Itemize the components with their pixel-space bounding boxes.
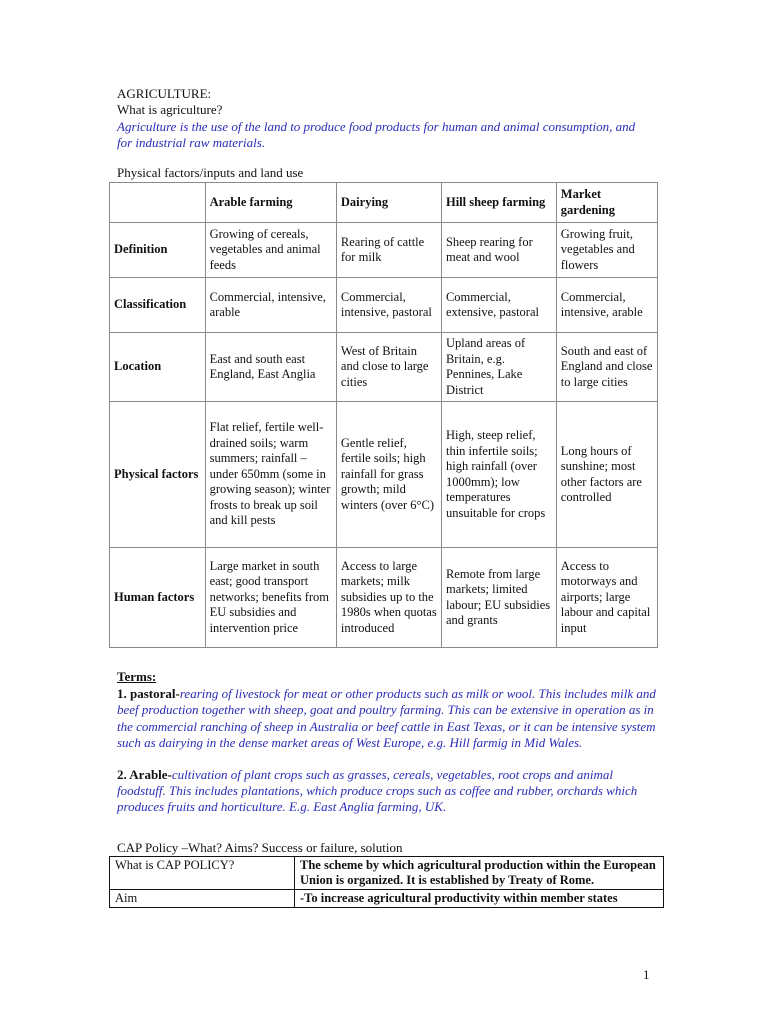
table-cell: Remote from large markets; limited labour; EU subsidies and grants — [441, 548, 556, 648]
table-cell: Commercial, intensive, arable — [556, 278, 657, 333]
cap-table — [109, 856, 664, 908]
table-cell: High, steep relief, thin infertile soils; high rainfall (over 1000mm); low temperatures unsuitable for crops — [441, 402, 556, 548]
table-caption: Physical factors/inputs and land use — [117, 165, 304, 180]
column-header: Dairying — [336, 183, 441, 223]
table-cell: Sheep rearing for meat and wool — [441, 223, 556, 278]
term-label: 2. Arable- — [117, 767, 172, 783]
table-row — [110, 333, 658, 402]
table-row — [110, 223, 658, 278]
cap-value-cell: The scheme by which agricultural production within the European Union is organized. It is established by Treaty of Rome. — [295, 857, 664, 890]
table-cell: Large market in south east; good transport networks; benefits from EU subsidies and intervention price — [205, 548, 336, 648]
term-arable — [117, 767, 662, 816]
table-row — [110, 402, 658, 548]
table-cell: Access to motorways and airports; large labour and capital input — [556, 548, 657, 648]
table-cell: Rearing of cattle for milk — [336, 223, 441, 278]
table-cell: South and east of England and close to large cities — [556, 333, 657, 402]
table-cell: Gentle relief, fertile soils; high rainfall for grass growth; mild winters (over 6°C) — [336, 402, 441, 548]
term-description: rearing of livestock for meat or other products such as milk or wool. This includes milk and beef production together with sheep, goat and poultry farming. This can be extensive in operation as in the commercial ranching of sheep in Australia or beef cattle in East Texas, or it can be intensive system such as dairying in the dense market areas of West Europe, e.g. Hill farmig in Mid Wales. — [117, 686, 656, 750]
table-cell: Access to large markets; milk subsidies up to the 1980s when quotas introduced — [336, 548, 441, 648]
table-row — [110, 278, 658, 333]
agriculture-definition: Agriculture is the use of the land to produce food products for human and animal consumption, and for industrial raw materials. — [117, 119, 636, 150]
row-header: Human factors — [110, 548, 206, 648]
row-header: Definition — [110, 223, 206, 278]
page-number: 1 — [643, 967, 650, 982]
table-cell: Growing fruit, vegetables and flowers — [556, 223, 657, 278]
row-header: Classification — [110, 278, 206, 333]
table-cell: Commercial, intensive, pastoral — [336, 278, 441, 333]
table-cell: West of Britain and close to large cities — [336, 333, 441, 402]
row-header: Location — [110, 333, 206, 402]
table-row — [110, 890, 664, 908]
term-pastoral — [117, 686, 662, 751]
table-header-row — [110, 183, 658, 223]
cap-key-cell: Aim — [110, 890, 295, 908]
column-header: Market gardening — [556, 183, 657, 223]
column-header: Hill sheep farming — [441, 183, 556, 223]
term-description: cultivation of plant crops such as grasses, cereals, vegetables, root crops and animal foodstuff. This includes plantations, which produce crops such as coffee and rubber, orchards which produces fruits and horticulture. E.g. East Anglia farming, UK. — [117, 767, 638, 815]
factors-table — [109, 182, 658, 648]
terms-title: Terms: — [117, 669, 157, 684]
terms-section — [117, 669, 662, 816]
question-text: What is agriculture? — [117, 102, 223, 117]
table-cell: Flat relief, fertile well-drained soils; warm summers; rainfall – under 650mm (some in growing season); winter frosts to break up soil and kill pests — [205, 402, 336, 548]
row-header: Physical factors — [110, 402, 206, 548]
table-cell: Upland areas of Britain, e.g. Pennines, Lake District — [441, 333, 556, 402]
table-cell: Long hours of sunshine; most other factors are controlled — [556, 402, 657, 548]
table-cell: Commercial, intensive, arable — [205, 278, 336, 333]
table-cell: Growing of cereals, vegetables and animal feeds — [205, 223, 336, 278]
cap-value-cell: -To increase agricultural productivity within member states — [295, 890, 664, 908]
table-row — [110, 548, 658, 648]
document-heading: AGRICULTURE: — [117, 86, 212, 101]
header-empty-cell — [110, 183, 206, 223]
table-cell: Commercial, extensive, pastoral — [441, 278, 556, 333]
column-header: Arable farming — [205, 183, 336, 223]
cap-heading: CAP Policy –What? Aims? Success or failure, solution — [117, 840, 403, 855]
table-cell: East and south east England, East Anglia — [205, 333, 336, 402]
term-label: 1. pastoral- — [117, 686, 180, 702]
table-row — [110, 857, 664, 890]
cap-key-cell: What is CAP POLICY? — [110, 857, 295, 890]
